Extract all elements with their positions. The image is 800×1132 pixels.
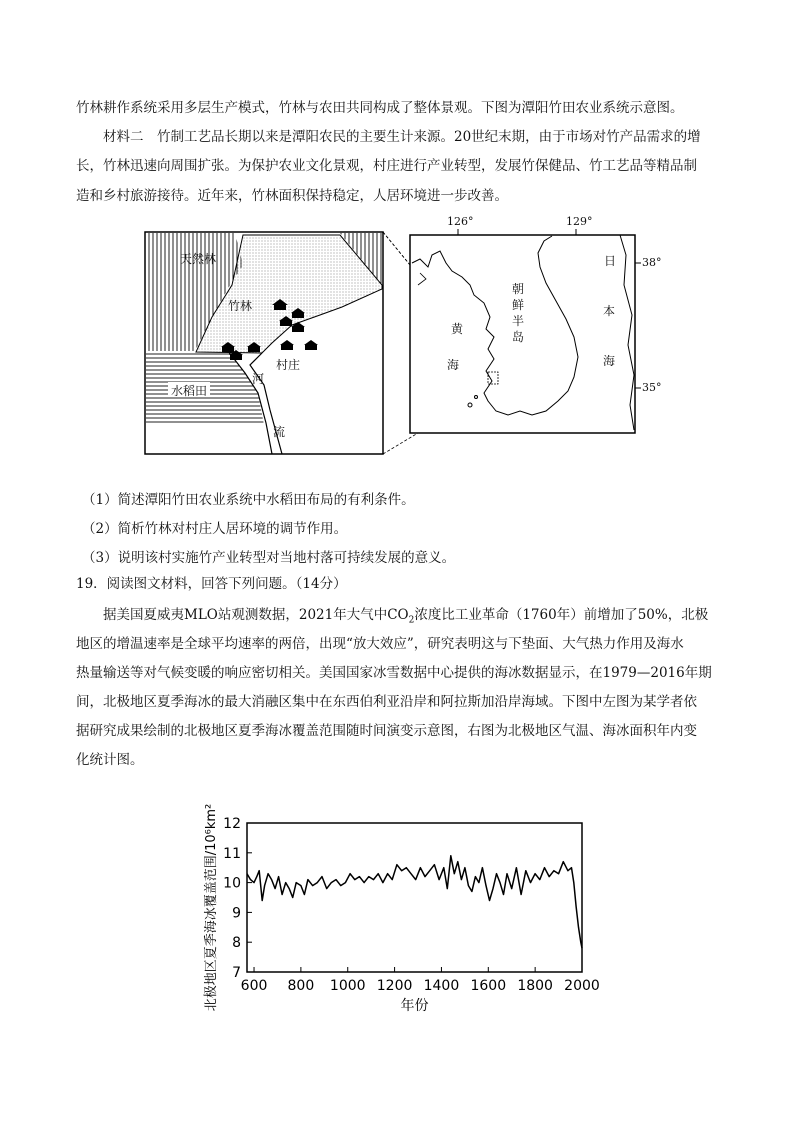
x-tick-label: 1600 (470, 978, 507, 994)
y-tick-label: 12 (223, 816, 241, 832)
x-tick-label: 800 (287, 978, 315, 994)
paragraph-line: 长，竹林迅速向周围扩张。为保护农业文化景观，村庄进行产业转型，发展竹保健品、竹工艺品等精品制 (76, 158, 697, 174)
plot-frame (247, 823, 582, 972)
series-line (247, 856, 582, 948)
question-19-heading: 19．阅读图文材料，回答下列问题。（14分） (76, 576, 347, 592)
paragraph-line: 热量输送等对气候变暖的响应密切相关。美国国家冰雪数据中心提供的海冰数据显示，在1979—2016年期 (76, 665, 712, 681)
x-tick-label: 2000 (564, 978, 600, 994)
x-tick-label: 1000 (329, 978, 366, 994)
x-tick-label: 1200 (376, 978, 413, 994)
paragraph-line: 据美国夏威夷MLO站观测数据，2021年大气中$CO_2$浓度比工业革命（1760年）前增加了50%，北极 (103, 607, 709, 626)
question-2: （2）简析竹林对村庄人居环境的调节作用。 (82, 521, 348, 537)
natural-forest-label: 天然林 (180, 252, 217, 266)
x-tick-label: 1800 (517, 978, 553, 994)
paragraph-line: 竹林耕作系统采用多层生产模式，竹林与农田共同构成了整体景观。下图为潭阳竹田农业系统示意图。 (76, 100, 684, 116)
paragraph-line: 据研究成果绘制的北极地区夏季海冰覆盖范围随时间演变示意图，右图为北极地区气温、海冰面积年内变 (76, 723, 697, 739)
longitude-126-label: 126° (447, 215, 474, 228)
longitude-129-label: 129° (566, 215, 593, 228)
latitude-35-label: 35° (642, 381, 662, 394)
river-label-1: 河 (252, 372, 265, 386)
sea-ice-extent-chart (0, 795, 800, 1045)
paragraph-line: 造和乡村旅游接待。近年来，竹林面积保持稳定，人居环境进一步改善。 (76, 188, 508, 204)
paragraph-line: 地区的增温速率是全球平均速率的两倍，出现“放大效应”，研究表明这与下垫面、大气热力作用及海水 (76, 636, 684, 652)
paragraph-line: 间，北极地区夏季海冰的最大消融区集中在东西伯利亚沿岸和阿拉斯加沿岸海域。下图中左图为某学者依 (76, 694, 697, 710)
japan-sea-label-2: 本 (603, 304, 616, 318)
y-axis-label: 北极地区夏季海冰覆盖范围/10⁶km² (204, 803, 219, 1012)
x-tick-label: 1400 (423, 978, 460, 994)
y-tick-label: 11 (223, 845, 241, 862)
x-axis-label: 年份 (400, 998, 429, 1014)
korea-label-2: 鲜 (512, 298, 525, 312)
yellow-sea-label-1: 黄 (451, 322, 464, 336)
paragraph-line: 材料二 竹制工艺品长期以来是潭阳农民的主要生计来源。20世纪末期，由于市场对竹产品需求的增 (103, 129, 701, 145)
y-tick-label: 10 (223, 875, 241, 892)
y-tick-label: 8 (232, 935, 241, 952)
japan-sea-label-1: 日 (604, 254, 617, 268)
korea-label-3: 半 (512, 314, 525, 328)
paragraph-line: 化统计图。 (76, 752, 144, 768)
question-1: （1）简述潭阳竹田农业系统中水稻田布局的有利条件。 (82, 492, 415, 508)
paddy-label: 水稻田 (171, 384, 208, 398)
village-label: 村庄 (276, 358, 301, 372)
river-label-2: 流 (273, 425, 286, 439)
x-tick-label: 600 (240, 978, 268, 994)
question-3: （3）说明该村实施竹产业转型对当地村落可持续发展的意义。 (82, 550, 456, 566)
bamboo-field-map-figure (0, 225, 800, 485)
y-tick-label: 7 (232, 965, 241, 981)
korea-label-1: 朝 (512, 282, 525, 296)
yellow-sea-label-2: 海 (447, 358, 460, 372)
korea-label-4: 岛 (512, 330, 525, 344)
latitude-38-label: 38° (642, 256, 662, 269)
japan-sea-label-3: 海 (603, 354, 616, 368)
y-tick-label: 9 (232, 905, 241, 922)
bamboo-label: 竹林 (228, 299, 253, 313)
